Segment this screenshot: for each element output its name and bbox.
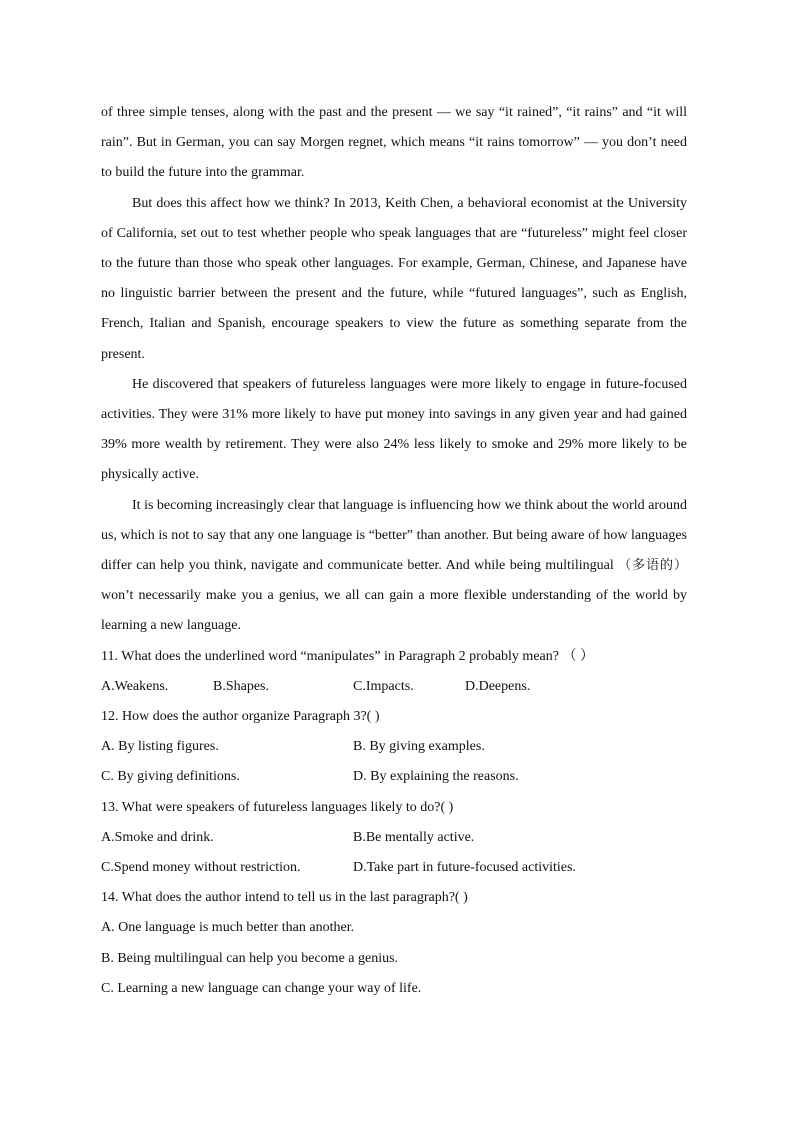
question-11-option-b: B.Shapes. <box>213 678 269 694</box>
paragraph-4 <box>101 491 687 642</box>
question-13-option-d: D.Take part in future-focused activities. <box>353 860 576 876</box>
question-13-stem: 13. What were speakers of futureless languages likely to do?( ) <box>101 799 454 815</box>
paragraph-4-text-b: won’t necessarily make you a genius, we all can gain a more flexible understanding of the world by learning a new language. <box>101 588 687 634</box>
paragraph-4-text-a: It is becoming increasingly clear that language is influencing how we think about the world around us, which is not to say that any one language is “better” than another. But being aware of how languages differ can help you think, navigate and communicate better. And while being multilingual <box>101 497 687 574</box>
question-13-options-row-1 <box>101 823 687 853</box>
paragraph-2: But does this affect how we think? In 2013, Keith Chen, a behavioral economist at the University of California, set out to test whether people who speak languages that are “futureless” might feel closer to the future than those who speak other languages. For example, German, Chinese, and Japanese have no linguistic barrier between the present and the future, while “futured languages”, such as English, French, Italian and Spanish, encourage speakers to view the future as something separate from the present. <box>101 195 687 362</box>
question-11-option-d: D.Deepens. <box>465 678 531 694</box>
document-page <box>101 98 687 1004</box>
question-11-stem <box>101 642 687 672</box>
question-12-options-row-1 <box>101 732 687 762</box>
question-14-stem: 14. What does the author intend to tell us in the last paragraph?( ) <box>101 890 468 906</box>
question-12-option-a: A. By listing figures. <box>101 739 219 755</box>
question-11-text: 11. What does the underlined word “manipulates” in Paragraph 2 probably mean? <box>101 648 559 664</box>
question-14-option-b: B. Being multilingual can help you become a genius. <box>101 950 399 966</box>
paragraph-3: He discovered that speakers of futureless languages were more likely to engage in future-focused activities. They were 31% more likely to have put money into savings in any given year and had gained 39% more wealth by retirement. They were also 24% less likely to smoke and 29% more likely to be physically active. <box>101 376 687 483</box>
question-12-option-c: C. By giving definitions. <box>101 769 240 785</box>
question-12-options-row-2 <box>101 762 687 792</box>
question-14-option-a: A. One language is much better than another. <box>101 920 355 936</box>
question-13-option-b: B.Be mentally active. <box>353 829 475 845</box>
question-13-option-c: C.Spend money without restriction. <box>101 860 301 876</box>
question-12-option-b: B. By giving examples. <box>353 739 485 755</box>
question-13-option-a: A.Smoke and drink. <box>101 829 214 845</box>
question-11-blank: （ ） <box>562 648 594 664</box>
question-11-options <box>101 672 687 702</box>
question-11-option-c: C.Impacts. <box>353 678 414 694</box>
paragraph-1: of three simple tenses, along with the past and the present — we say “it rained”, “it rains” and “it will rain”. But in German, you can say Morgen regnet, which means “it rains tomorrow” — you don’t need to build the future into the grammar. <box>101 105 687 181</box>
question-12-option-d: D. By explaining the reasons. <box>353 769 519 785</box>
question-13-options-row-2 <box>101 853 687 883</box>
paragraph-4-chinese-gloss: （多语的） <box>618 558 687 574</box>
question-14-option-c: C. Learning a new language can change your way of life. <box>101 980 422 996</box>
question-11-option-a: A.Weakens. <box>101 678 169 694</box>
question-12-stem: 12. How does the author organize Paragraph 3?( ) <box>101 709 380 725</box>
